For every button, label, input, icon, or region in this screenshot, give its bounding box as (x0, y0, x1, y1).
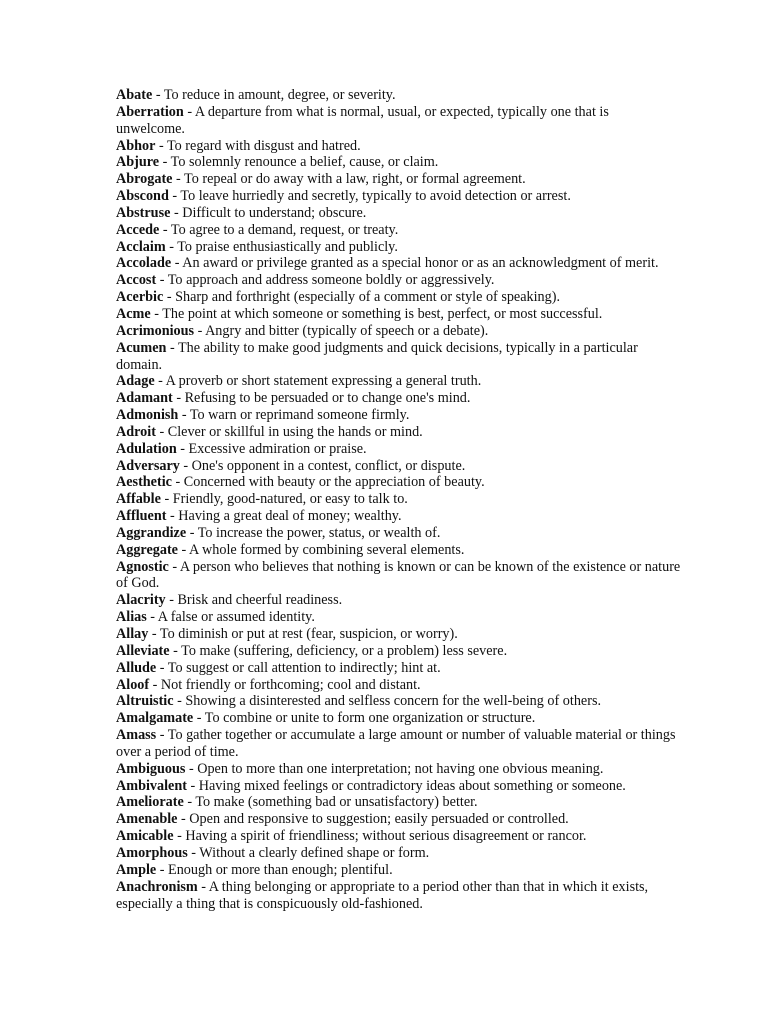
vocab-definition: - To approach and address someone boldly or aggressively. (156, 272, 495, 289)
vocab-term: Ameliorate (116, 794, 184, 811)
vocab-definition: - Friendly, good-natured, or easy to talk to. (160, 491, 408, 508)
vocab-entry (116, 340, 681, 374)
vocab-term: Aesthetic (116, 474, 172, 491)
vocab-term: Amalgamate (116, 710, 194, 727)
vocab-term: Aggrandize (116, 524, 187, 541)
vocabulary-list (116, 87, 681, 912)
vocab-term: Affable (116, 491, 161, 508)
vocab-term: Acme (116, 305, 151, 322)
vocab-entry (116, 188, 681, 205)
vocab-term: Abrogate (116, 171, 173, 188)
vocab-term: Amicable (116, 828, 174, 845)
vocab-definition: - Difficult to understand; obscure. (170, 204, 367, 221)
vocab-entry (116, 609, 681, 626)
vocab-term: Amass (116, 727, 157, 744)
vocab-entry (116, 87, 681, 104)
vocab-entry (116, 104, 681, 138)
vocab-term: Acclaim (116, 238, 166, 255)
vocab-definition: - Having a spirit of friendliness; without serious disagreement or rancor. (173, 828, 587, 845)
vocab-entry (116, 828, 681, 845)
vocab-definition: - To regard with disgust and hatred. (155, 137, 361, 154)
vocab-entry (116, 171, 681, 188)
vocab-entry (116, 727, 681, 761)
vocab-term: Abate (116, 87, 153, 103)
vocab-definition: - To gather together or accumulate a large amount or number of valuable material or things over a period of time. (116, 727, 676, 760)
vocab-definition: - The ability to make good judgments and quick decisions, typically in a particular domain. (116, 339, 638, 373)
vocab-entry (116, 643, 681, 660)
vocab-definition: - Refusing to be persuaded or to change one's mind. (172, 390, 471, 407)
vocab-entry (116, 138, 681, 155)
vocab-entry (116, 458, 681, 475)
vocab-definition: - To repeal or do away with a law, right, or formal agreement. (172, 171, 526, 188)
vocab-definition: - Having mixed feelings or contradictory ideas about something or someone. (186, 777, 626, 794)
vocab-definition: - To reduce in amount, degree, or severity. (152, 87, 396, 103)
vocab-entry (116, 407, 681, 424)
vocab-entry (116, 677, 681, 694)
vocab-term: Admonish (116, 407, 179, 424)
vocab-term: Amorphous (116, 844, 188, 861)
vocab-entry (116, 222, 681, 239)
vocab-term: Aloof (116, 676, 150, 693)
vocab-definition: - To make (suffering, deficiency, or a problem) less severe. (169, 642, 508, 659)
vocab-definition: - To increase the power, status, or wealth of. (186, 524, 441, 541)
vocab-term: Alleviate (116, 642, 170, 659)
vocab-definition: - Sharp and forthright (especially of a comment or style of speaking). (163, 289, 561, 306)
vocab-entry (116, 491, 681, 508)
vocab-term: Ambivalent (116, 777, 187, 794)
vocab-term: Ambiguous (116, 760, 186, 777)
vocab-definition: - To praise enthusiastically and publicly. (165, 238, 398, 255)
vocab-term: Acerbic (116, 289, 164, 306)
vocab-term: Abstruse (116, 204, 171, 221)
vocab-definition: - To suggest or call attention to indirectly; hint at. (156, 659, 441, 676)
vocab-term: Ample (116, 861, 157, 878)
vocab-definition: - A proverb or short statement expressing a general truth. (154, 373, 482, 390)
vocab-term: Anachronism (116, 878, 198, 895)
vocab-entry (116, 441, 681, 458)
vocab-term: Accost (116, 272, 157, 289)
vocab-definition: - The point at which someone or something is best, perfect, or most successful. (150, 305, 603, 322)
vocab-entry (116, 525, 681, 542)
vocab-entry (116, 660, 681, 677)
vocab-entry (116, 778, 681, 795)
vocab-definition: - To diminish or put at rest (fear, suspicion, or worry). (148, 626, 458, 642)
vocab-entry (116, 154, 681, 171)
vocab-definition: - Enough or more than enough; plentiful. (156, 861, 393, 878)
vocab-definition: - Not friendly or forthcoming; cool and distant. (149, 676, 421, 693)
vocab-term: Adroit (116, 423, 156, 440)
vocab-definition: - To warn or reprimand someone firmly. (178, 407, 410, 424)
vocab-entry (116, 626, 681, 643)
vocab-definition: - Excessive admiration or praise. (176, 440, 367, 457)
vocab-term: Affluent (116, 508, 167, 525)
vocab-definition: - A departure from what is normal, usual, or expected, typically one that is unwelcome. (116, 103, 609, 137)
vocab-term: Acumen (116, 339, 167, 356)
vocab-definition: - Clever or skillful in using the hands or mind. (155, 423, 423, 440)
vocab-definition: - Open and responsive to suggestion; easily persuaded or controlled. (177, 811, 569, 828)
vocab-definition: - To combine or unite to form one organization or structure. (193, 710, 536, 727)
vocab-entry (116, 559, 681, 593)
vocab-definition: - A whole formed by combining several elements. (177, 541, 465, 558)
vocab-definition: - Brisk and cheerful readiness. (165, 592, 343, 609)
vocab-term: Abscond (116, 188, 169, 205)
vocab-definition: - One's opponent in a contest, conflict, or dispute. (179, 457, 466, 474)
vocab-term: Abjure (116, 154, 160, 171)
vocab-entry (116, 205, 681, 222)
vocab-entry (116, 811, 681, 828)
vocab-term: Amenable (116, 811, 178, 828)
vocab-entry (116, 306, 681, 323)
vocab-term: Adversary (116, 457, 180, 474)
vocab-term: Abhor (116, 137, 156, 154)
vocab-term: Adulation (116, 440, 177, 457)
vocab-term: Alacrity (116, 592, 166, 609)
vocab-entry (116, 710, 681, 727)
vocab-definition: - Angry and bitter (typically of speech or a debate). (194, 322, 489, 339)
vocab-entry (116, 879, 681, 913)
vocab-term: Aggregate (116, 541, 178, 558)
vocab-definition: - A thing belonging or appropriate to a period other than that in which it exists, especially a thing that is conspicuously old-fashioned. (116, 878, 649, 912)
vocab-entry (116, 373, 681, 390)
vocab-entry (116, 272, 681, 289)
vocab-term: Adage (116, 373, 155, 390)
vocab-entry (116, 323, 681, 340)
vocab-term: Allay (116, 626, 149, 642)
vocab-term: Allude (116, 659, 157, 676)
vocab-entry (116, 761, 681, 778)
vocab-term: Acrimonious (116, 322, 195, 339)
vocab-entry (116, 239, 681, 256)
vocab-entry (116, 255, 681, 272)
vocab-term: Altruistic (116, 693, 174, 710)
vocab-entry (116, 794, 681, 811)
vocab-entry (116, 845, 681, 862)
vocab-definition: - To agree to a demand, request, or treaty. (159, 221, 399, 238)
vocab-definition: - An award or privilege granted as a special honor or as an acknowledgment of merit. (171, 255, 659, 272)
vocab-entry (116, 508, 681, 525)
vocab-entry (116, 289, 681, 306)
vocab-definition: - Having a great deal of money; wealthy. (166, 508, 402, 525)
vocab-definition: - To solemnly renounce a belief, cause, or claim. (159, 154, 439, 171)
vocab-term: Accolade (116, 255, 172, 272)
vocab-entry (116, 542, 681, 559)
vocab-definition: - Concerned with beauty or the appreciation of beauty. (171, 474, 485, 491)
vocab-term: Alias (116, 609, 147, 626)
vocab-definition: - Without a clearly defined shape or form. (187, 844, 430, 861)
vocab-term: Accede (116, 221, 160, 238)
vocab-term: Agnostic (116, 558, 169, 575)
vocab-definition: - To make (something bad or unsatisfactory) better. (183, 794, 478, 811)
vocab-term: Aberration (116, 103, 184, 120)
vocab-entry (116, 474, 681, 491)
vocab-definition: - A false or assumed identity. (146, 609, 315, 626)
vocab-entry (116, 862, 681, 879)
vocab-entry (116, 424, 681, 441)
vocab-entry (116, 592, 681, 609)
vocab-definition: - Open to more than one interpretation; not having one obvious meaning. (185, 760, 604, 777)
vocab-definition: - Showing a disinterested and selfless concern for the well-being of others. (173, 693, 602, 710)
vocab-entry (116, 390, 681, 407)
vocab-definition: - To leave hurriedly and secretly, typically to avoid detection or arrest. (168, 188, 571, 205)
vocab-term: Adamant (116, 390, 173, 407)
vocab-entry (116, 693, 681, 710)
vocab-definition: - A person who believes that nothing is known or can be known of the existence or nature of God. (116, 558, 681, 592)
